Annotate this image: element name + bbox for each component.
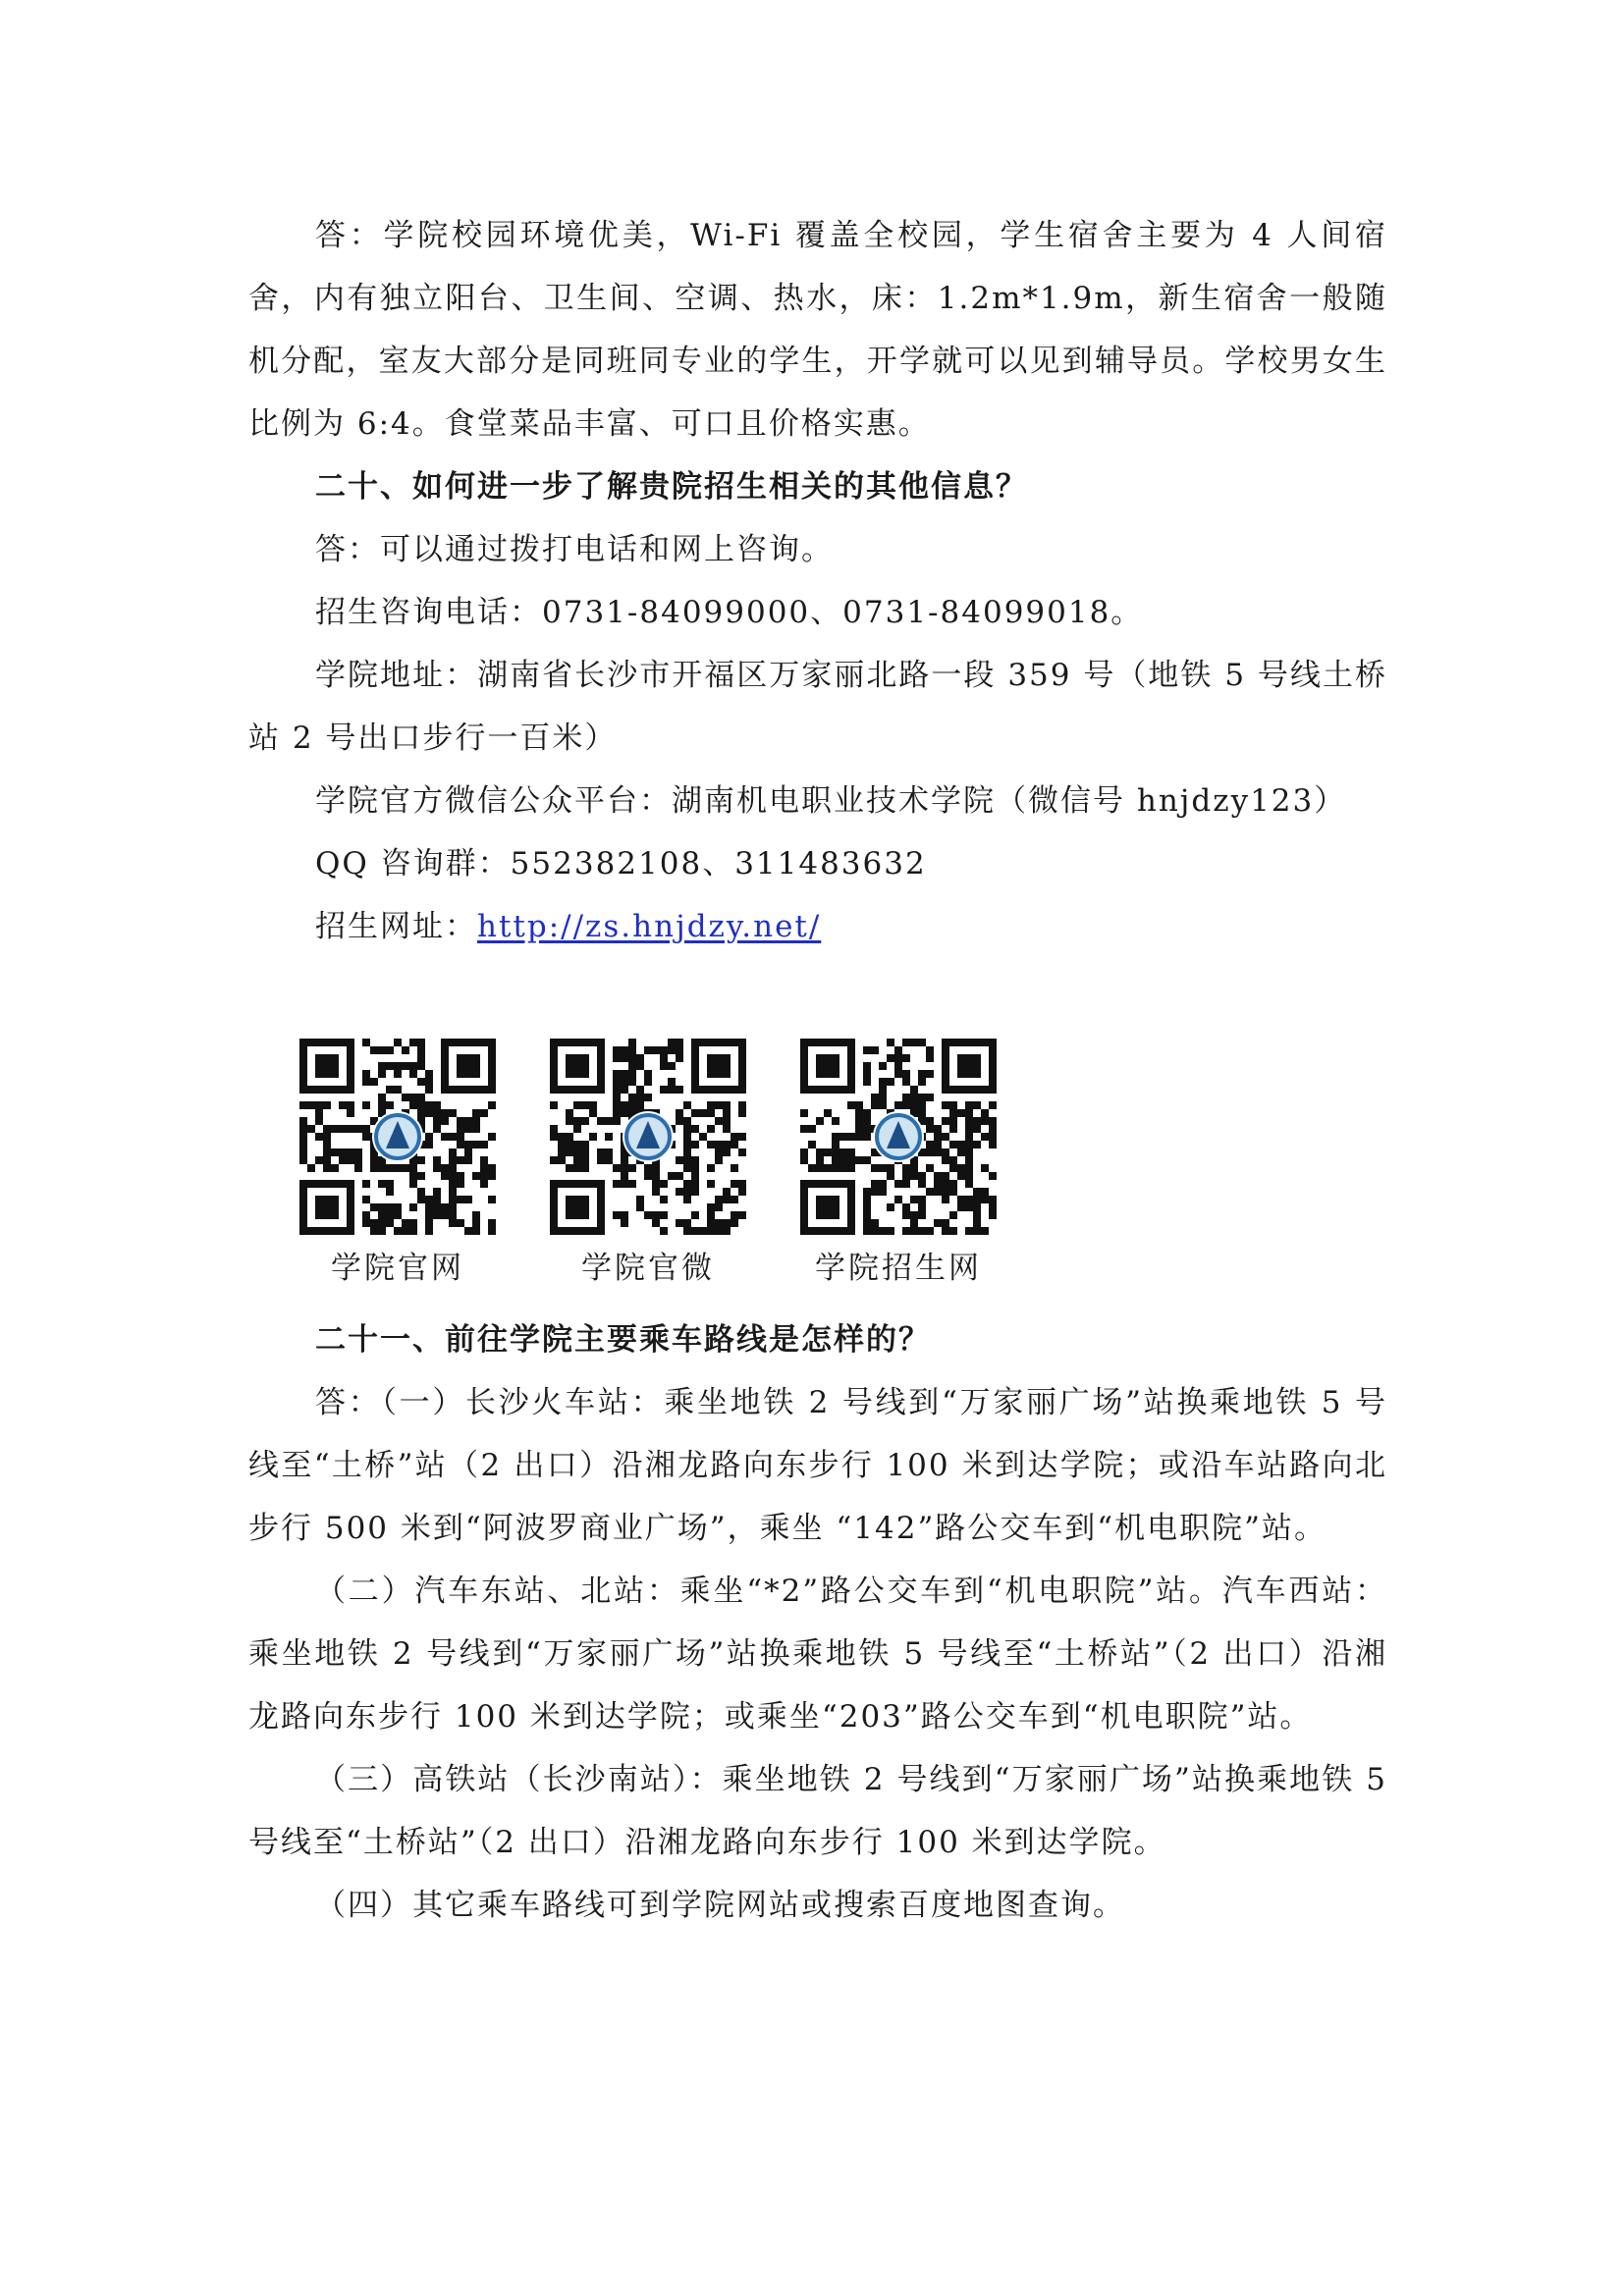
qr-caption: 学院招生网 xyxy=(815,1251,982,1286)
qq-line: QQ 咨询群：552382108、311483632 xyxy=(315,846,927,881)
question-21-heading: 二十一、前往学院主要乘车路线是怎样的？ xyxy=(315,1322,931,1358)
route-3-paragraph: （三）高铁站（长沙南站）：乘坐地铁 2 号线到“万家丽广场”站换乘地铁 5 号线至“土桥站”（2 出口）沿湘龙路向东步行 100 米到达学院。 xyxy=(248,1762,1387,1860)
qr-item-admissions-site xyxy=(795,1039,1001,1288)
qr-item-official-wechat xyxy=(545,1039,751,1288)
route-2-paragraph: （二）汽车东站、北站：乘坐“*2”路公交车到“机电职院”站。汽车西站：乘坐地铁 2 号线到“万家丽广场”站换乘地铁 5 号线至“土桥站”（2 出口）沿湘龙路向东步行 100 米到达学院；或乘坐“203”路公交车到“机电职院”站。 xyxy=(248,1574,1387,1735)
qr-code-icon[interactable] xyxy=(550,1039,746,1235)
phone-line: 招生咨询电话：0731-84099000、0731-84099018。 xyxy=(315,595,1144,630)
qr-code-icon[interactable] xyxy=(800,1039,997,1235)
wechat-line: 学院官方微信公众平台：湖南机电职业技术学院（微信号 hnjdzy123） xyxy=(315,783,1347,819)
qr-caption: 学院官微 xyxy=(581,1251,715,1286)
route-4-paragraph: （四）其它乘车路线可到学院网站或搜索百度地图查询。 xyxy=(315,1888,1125,1923)
website-label: 招生网址： xyxy=(315,909,477,944)
answer-20-paragraph: 答：可以通过拨打电话和网上咨询。 xyxy=(315,532,834,567)
website-link[interactable]: http://zs.hnjdzy.net/ xyxy=(477,909,822,944)
answer-19-paragraph: 答：学院校园环境优美，Wi-Fi 覆盖全校园，学生宿舍主要为 4 人间宿舍，内有独立阳台、卫生间、空调、热水，床：1.2m*1.9m，新生宿舍一般随机分配，室友大部分是同班同专业的学生，开学就可以见到辅导员。学校男女生比例为 6:4。食堂菜品丰富、可口且价格实惠。 xyxy=(248,218,1387,442)
faq-lower-section xyxy=(248,1308,1387,1937)
question-20-heading: 二十、如何进一步了解贵院招生相关的其他信息？ xyxy=(315,469,1028,505)
website-line xyxy=(248,895,1387,958)
qr-code-icon[interactable] xyxy=(299,1039,496,1235)
faq-upper-section xyxy=(248,204,1387,958)
qr-code-row xyxy=(295,1039,1021,1294)
qr-item-official-site xyxy=(295,1039,501,1288)
address-line: 学院地址：湖南省长沙市开福区万家丽北路一段 359 号（地铁 5 号线土桥站 2 号出口步行一百米） xyxy=(248,658,1387,756)
route-1-paragraph: 答：（一）长沙火车站：乘坐地铁 2 号线到“万家丽广场”站换乘地铁 5 号线至“土桥”站（2 出口）沿湘龙路向东步行 100 米到达学院；或沿车站路向北步行 500 米到“阿波罗商业广场”，乘坐 “142”路公交车到“机电职院”站。 xyxy=(248,1385,1387,1546)
qr-caption: 学院官网 xyxy=(331,1251,464,1286)
